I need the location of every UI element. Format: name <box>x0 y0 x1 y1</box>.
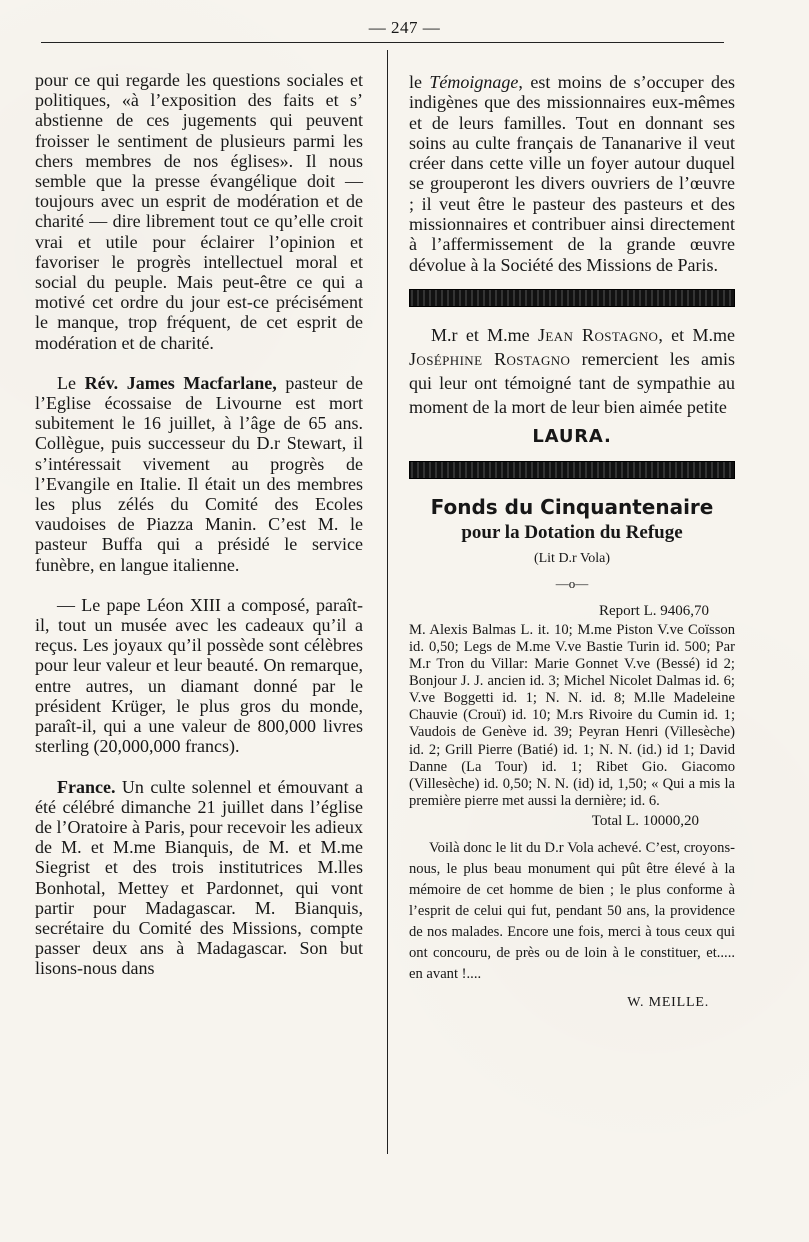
top-black-banner <box>409 289 735 307</box>
rostagno-thanks <box>409 323 735 419</box>
obituary-name: Rév. James Macfarlane, <box>84 372 277 393</box>
column-divider <box>387 50 388 1154</box>
laura-name: LAURA. <box>532 425 612 447</box>
top-divider <box>41 42 724 43</box>
france-text: Un culte solennel et émouvant a été célébré dimanche 21 juillet dans l’église de l’Oratoire à Paris, pour recevoir les adieux de M. et M.me Bianquis, de M. et M.me Siegrist et des trois institutrices M.lles Bonhotal, Mettey et Pardonnet, qui vont partir pour Madagascar. M. Bianquis, secrétaire du Comité des Missions, compte passer deux ans à Madagascar. Son but lisons-nous dans <box>35 776 363 979</box>
obituary-prefix: Le <box>57 372 85 393</box>
signature: W. MEILLE. <box>627 994 709 1010</box>
report-total: Report L. 9406,70 <box>599 602 709 619</box>
page-number: — 247 — <box>368 18 441 37</box>
thanks-part-1: M.r et M.me <box>431 324 538 345</box>
france-heading: France. <box>57 776 116 797</box>
jean-rostagno-name: Jean Rostagno <box>538 324 659 345</box>
bottom-black-banner <box>409 461 735 479</box>
france-paragraph <box>35 777 363 979</box>
fund-list: M. Alexis Balmas L. it. 10; M.me Piston V.ve Coïsson id. 0,50; Legs de M.me V.ve Bastie Turin id. 500; Par M.r Tron du Villar: Marie Gonnet V.ve (Bessé) id 2; Bonjour J. J. ancien id. 3; Michel Nicolet Dalmas id. 6; V.ve Boggetti id. 1; N. N. id. 8; M.lle Madeleine Chauvie (Crouï) id. 10; M.rs Rivoire du Cumin id. 1; Vaudois de Genève id. 39; Peyran Henri (Villesèche) id. 2; Grill Pierre (Batié) id. 1; N. N. (id.) id 1; David Danne (La Tour) id. 1; Ribet Gio. Giacomo (Villesèche) id. 0,50; N. N. (id) id, 1,50; « Qui a mis la première pierre met aussi la dernière; id. 6. <box>409 621 735 809</box>
thanks-part-2: , et M.me <box>658 324 736 345</box>
fund-title: Fonds du Cinquantenaire <box>430 495 714 520</box>
fund-note: (Lit D.r Vola) <box>533 551 611 567</box>
final-total: Total L. 10000,20 <box>591 812 699 829</box>
thanks-part-3: remercient les amis qui leur ont témoigné tant de sympathie au moment de la mort de leur bien aimée petite <box>409 348 735 417</box>
obituary-text: pasteur de l’Eglise écossaise de Livourne est mort subitement le 16 juillet, à l’âge de 65 ans. Collègue, puis successeur du D.r Stewart, il s’intéressait vivement au progrès de l’Evangile en Italie. Il était un des membres les plus zélés du Comité des Ecoles vaudoises de Piazza Manin. C’est M. le pasteur Buffa qui a présidé le service funèbre, en langue italienne. <box>35 372 364 575</box>
temoignage-text: , est moins de s’occuper des indigènes que des missionnaires eux-mêmes et de leurs familles. Tout en donnant ses soins au culte français de Tananarive il veut créer dans cette ville un foyer autour duquel se grouperont les divers ouvriers de l’œuvre ; il veut être le pasteur des pasteurs et des missionnaires et contribuer ainsi directement à l’affermissement de la grande œuvre dévolue à la Société des Missions de Paris. <box>409 72 735 275</box>
obituary-paragraph <box>35 373 363 575</box>
temoignage-prefix: le <box>409 72 430 92</box>
left-paragraph-1: pour ce qui regarde les questions sociales et politiques, «à l’exposition des faits et s’ abstienne de ces jugements qui peuvent froisser le sentiment de plusieurs parmi les chers membres de nos églises». Il nous semble que la presse évangélique doit — toujours avec un esprit de modération et de charité — dire librement tout ce qu’elle croit vrai et utile pour éclairer l’opinion et favoriser le progrès intellectuel moral et social du peuple. Mais peut-être ce qui a motivé cet ordre du jour est-ce précisément le manque, trop fréquent, de cet esprit de modération et de charité. <box>35 70 363 353</box>
right-column <box>409 72 735 1015</box>
right-paragraph-1 <box>409 72 735 275</box>
closing-paragraph: Voilà donc le lit du D.r Vola achevé. C’est, croyons-nous, le plus beau monument qui pût être élevé à la mémoire de cet homme de bien ; le plus conforme à l’esprit de celui qui fut, pendant 50 ans, la providence de nos malades. Encore une fois, merci à tous ceux qui ont concouru, de près ou de loin à le constituer, et..... en avant !.... <box>409 839 735 982</box>
josephine-rostagno-name: Joséphine Rostagno <box>409 348 571 369</box>
fund-subtitle: pour la Dotation du Refuge <box>461 522 683 544</box>
bottom-spacing <box>409 1013 735 1015</box>
pope-museum-paragraph: — Le pape Léon XIII a composé, paraît-il, tout un musée avec les cadeaux qu’il a reçus. Les joyaux qu’il possède sont célèbres pour leur valeur et leur beauté. On remarque, entre autres, un diamant donné par le président Krüger, le plus gros du monde, paraît-il, qui a une valeur de 800,000 livres sterling (20,000,000 francs). <box>35 594 363 757</box>
temoignage-title: Témoignage <box>429 72 519 92</box>
left-column <box>35 70 363 979</box>
ornament: —o— <box>555 575 589 591</box>
